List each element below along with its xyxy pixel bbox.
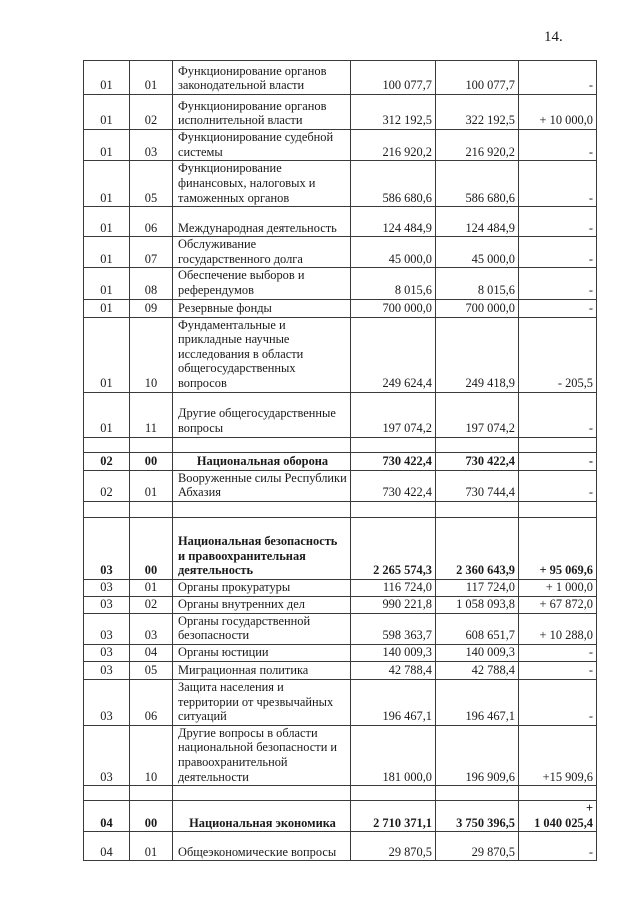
amount-after-cell: 8 015,6 xyxy=(436,268,519,299)
change-cell xyxy=(519,786,597,801)
amount-before-cell: 216 920,2 xyxy=(351,130,436,161)
subsection-code-cell: 00 xyxy=(130,517,173,579)
amount-before-cell: 598 363,7 xyxy=(351,613,436,644)
amount-after-cell: 1 058 093,8 xyxy=(436,596,519,613)
table-row xyxy=(84,268,597,299)
spacer-row xyxy=(84,437,597,452)
table-row xyxy=(84,392,597,437)
amount-after-cell: 29 870,5 xyxy=(436,832,519,861)
table-row xyxy=(84,130,597,161)
amount-after-cell: 45 000,0 xyxy=(436,237,519,268)
subsection-code-cell: 04 xyxy=(130,644,173,661)
item-name-cell: Национальная экономика xyxy=(173,801,351,832)
section-code-cell: 03 xyxy=(84,661,130,679)
subsection-code-cell xyxy=(130,437,173,452)
amount-before-cell: 249 624,4 xyxy=(351,317,436,392)
table-row xyxy=(84,644,597,661)
amount-before-cell: 730 422,4 xyxy=(351,470,436,501)
table-row xyxy=(84,317,597,392)
subsection-code-cell: 03 xyxy=(130,613,173,644)
amount-after-cell: 322 192,5 xyxy=(436,95,519,130)
subsection-code-cell: 10 xyxy=(130,725,173,785)
page-number: 14. xyxy=(544,29,563,45)
item-name-cell: Резервные фонды xyxy=(173,299,351,317)
section-code-cell: 02 xyxy=(84,470,130,501)
change-cell: - xyxy=(519,661,597,679)
table-row xyxy=(84,661,597,679)
amount-after-cell: 700 000,0 xyxy=(436,299,519,317)
amount-before-cell: 140 009,3 xyxy=(351,644,436,661)
amount-before-cell: 29 870,5 xyxy=(351,832,436,861)
change-cell: +15 909,6 xyxy=(519,725,597,785)
amount-before-cell: 586 680,6 xyxy=(351,161,436,207)
section-code-cell: 03 xyxy=(84,725,130,785)
item-name-cell: Органы государственной безопасности xyxy=(173,613,351,644)
amount-after-cell xyxy=(436,501,519,517)
section-code-cell: 01 xyxy=(84,161,130,207)
change-cell: - xyxy=(519,237,597,268)
amount-after-cell: 197 074,2 xyxy=(436,392,519,437)
subsection-code-cell: 06 xyxy=(130,207,173,237)
subsection-code-cell: 05 xyxy=(130,161,173,207)
amount-before-cell: 197 074,2 xyxy=(351,392,436,437)
item-name-cell: Вооруженные силы Республики Абхазия xyxy=(173,470,351,501)
change-cell: - 205,5 xyxy=(519,317,597,392)
subsection-code-cell: 01 xyxy=(130,470,173,501)
table-row xyxy=(84,207,597,237)
item-name-cell: Национальная безопасность и правоохранительная деятельность xyxy=(173,517,351,579)
section-code-cell: 01 xyxy=(84,317,130,392)
item-name-cell: Функционирование судебной системы xyxy=(173,130,351,161)
item-name-cell: Функционирование органов законодательной власти xyxy=(173,61,351,95)
amount-before-cell: 8 015,6 xyxy=(351,268,436,299)
section-code-cell: 01 xyxy=(84,237,130,268)
amount-after-cell: 100 077,7 xyxy=(436,61,519,95)
change-cell: - xyxy=(519,130,597,161)
amount-before-cell: 42 788,4 xyxy=(351,661,436,679)
table-row xyxy=(84,299,597,317)
amount-after-cell: 124 484,9 xyxy=(436,207,519,237)
change-cell: + 95 069,6 xyxy=(519,517,597,579)
table-row xyxy=(84,679,597,725)
amount-after-cell: 2 360 643,9 xyxy=(436,517,519,579)
change-value: 1 040 025,4 xyxy=(534,815,593,830)
table-row xyxy=(84,61,597,95)
section-code-cell: 01 xyxy=(84,268,130,299)
section-code-cell xyxy=(84,437,130,452)
amount-after-cell: 42 788,4 xyxy=(436,661,519,679)
amount-before-cell: 181 000,0 xyxy=(351,725,436,785)
item-name-cell: Обеспечение выборов и референдумов xyxy=(173,268,351,299)
item-name-cell: Органы юстиции xyxy=(173,644,351,661)
spacer-row xyxy=(84,786,597,801)
section-code-cell: 03 xyxy=(84,596,130,613)
change-cell: - xyxy=(519,470,597,501)
change-cell: - xyxy=(519,644,597,661)
item-name-cell: Национальная оборона xyxy=(173,452,351,470)
amount-before-cell xyxy=(351,437,436,452)
change-cell: - xyxy=(519,299,597,317)
subsection-code-cell: 09 xyxy=(130,299,173,317)
change-cell: - xyxy=(519,679,597,725)
item-name-cell xyxy=(173,786,351,801)
subsection-code-cell: 08 xyxy=(130,268,173,299)
amount-after-cell: 140 009,3 xyxy=(436,644,519,661)
item-name-cell: Органы внутренних дел xyxy=(173,596,351,613)
item-name-cell: Функционирование органов исполнительной власти xyxy=(173,95,351,130)
amount-after-cell: 249 418,9 xyxy=(436,317,519,392)
item-name-cell: Обслуживание государственного долга xyxy=(173,237,351,268)
change-cell: + 10 288,0 xyxy=(519,613,597,644)
amount-after-cell: 730 744,4 xyxy=(436,470,519,501)
amount-before-cell: 730 422,4 xyxy=(351,452,436,470)
section-code-cell: 03 xyxy=(84,579,130,596)
table-row xyxy=(84,161,597,207)
section-code-cell xyxy=(84,786,130,801)
subsection-code-cell: 06 xyxy=(130,679,173,725)
table-row xyxy=(84,801,597,832)
amount-before-cell xyxy=(351,501,436,517)
table-row xyxy=(84,95,597,130)
subsection-code-cell xyxy=(130,786,173,801)
change-sign: + xyxy=(585,801,593,816)
section-code-cell: 01 xyxy=(84,392,130,437)
amount-after-cell: 730 422,4 xyxy=(436,452,519,470)
change-cell xyxy=(519,801,597,832)
section-code-cell: 03 xyxy=(84,679,130,725)
change-cell xyxy=(519,437,597,452)
change-cell: - xyxy=(519,832,597,861)
subsection-code-cell: 01 xyxy=(130,61,173,95)
amount-after-cell: 196 909,6 xyxy=(436,725,519,785)
table-row xyxy=(84,596,597,613)
amount-before-cell: 196 467,1 xyxy=(351,679,436,725)
section-code-cell: 04 xyxy=(84,801,130,832)
table-row xyxy=(84,237,597,268)
change-cell: + 1 000,0 xyxy=(519,579,597,596)
amount-before-cell xyxy=(351,786,436,801)
amount-before-cell: 990 221,8 xyxy=(351,596,436,613)
section-code-cell: 01 xyxy=(84,207,130,237)
subsection-code-cell: 01 xyxy=(130,832,173,861)
amount-before-cell: 45 000,0 xyxy=(351,237,436,268)
item-name-cell: Органы прокуратуры xyxy=(173,579,351,596)
amount-after-cell xyxy=(436,437,519,452)
amount-after-cell: 3 750 396,5 xyxy=(436,801,519,832)
subsection-code-cell: 11 xyxy=(130,392,173,437)
section-code-cell: 01 xyxy=(84,61,130,95)
item-name-cell: Общеэкономические вопросы xyxy=(173,832,351,861)
change-cell: + 10 000,0 xyxy=(519,95,597,130)
amount-after-cell: 608 651,7 xyxy=(436,613,519,644)
amount-after-cell xyxy=(436,786,519,801)
item-name-cell xyxy=(173,501,351,517)
subsection-code-cell: 03 xyxy=(130,130,173,161)
amount-after-cell: 196 467,1 xyxy=(436,679,519,725)
section-code-cell: 03 xyxy=(84,613,130,644)
item-name-cell: Защита населения и территории от чрезвычайных ситуаций xyxy=(173,679,351,725)
change-cell: + 67 872,0 xyxy=(519,596,597,613)
section-code-cell: 01 xyxy=(84,130,130,161)
section-code-cell: 02 xyxy=(84,452,130,470)
section-code-cell: 03 xyxy=(84,644,130,661)
subsection-code-cell: 00 xyxy=(130,452,173,470)
amount-after-cell: 586 680,6 xyxy=(436,161,519,207)
subsection-code-cell: 02 xyxy=(130,95,173,130)
item-name-cell: Миграционная политика xyxy=(173,661,351,679)
table-row xyxy=(84,452,597,470)
item-name-cell: Другие общегосударственные вопросы xyxy=(173,392,351,437)
change-cell: - xyxy=(519,452,597,470)
amount-before-cell: 312 192,5 xyxy=(351,95,436,130)
subsection-code-cell: 05 xyxy=(130,661,173,679)
amount-before-cell: 700 000,0 xyxy=(351,299,436,317)
change-cell: - xyxy=(519,392,597,437)
table-row xyxy=(84,832,597,861)
spacer-row xyxy=(84,501,597,517)
amount-after-cell: 216 920,2 xyxy=(436,130,519,161)
section-code-cell: 01 xyxy=(84,299,130,317)
amount-after-cell: 117 724,0 xyxy=(436,579,519,596)
item-name-cell: Другие вопросы в области национальной безопасности и правоохранительной деятельности xyxy=(173,725,351,785)
subsection-code-cell: 02 xyxy=(130,596,173,613)
change-cell: - xyxy=(519,207,597,237)
change-cell: - xyxy=(519,268,597,299)
item-name-cell xyxy=(173,437,351,452)
table-row xyxy=(84,613,597,644)
change-cell: - xyxy=(519,161,597,207)
change-cell: - xyxy=(519,61,597,95)
amount-before-cell: 100 077,7 xyxy=(351,61,436,95)
table-row xyxy=(84,579,597,596)
item-name-cell: Фундаментальные и прикладные научные исследования в области общегосударственных вопросов xyxy=(173,317,351,392)
item-name-cell: Международная деятельность xyxy=(173,207,351,237)
table-row xyxy=(84,725,597,785)
section-code-cell: 03 xyxy=(84,517,130,579)
table-row xyxy=(84,517,597,579)
section-code-cell: 04 xyxy=(84,832,130,861)
amount-before-cell: 2 710 371,1 xyxy=(351,801,436,832)
amount-before-cell: 2 265 574,3 xyxy=(351,517,436,579)
subsection-code-cell: 01 xyxy=(130,579,173,596)
item-name-cell: Функционирование финансовых, налоговых и таможенных органов xyxy=(173,161,351,207)
section-code-cell xyxy=(84,501,130,517)
subsection-code-cell: 00 xyxy=(130,801,173,832)
budget-table xyxy=(83,60,597,861)
section-code-cell: 01 xyxy=(84,95,130,130)
table-row xyxy=(84,470,597,501)
amount-before-cell: 116 724,0 xyxy=(351,579,436,596)
subsection-code-cell xyxy=(130,501,173,517)
change-cell xyxy=(519,501,597,517)
amount-before-cell: 124 484,9 xyxy=(351,207,436,237)
subsection-code-cell: 10 xyxy=(130,317,173,392)
subsection-code-cell: 07 xyxy=(130,237,173,268)
